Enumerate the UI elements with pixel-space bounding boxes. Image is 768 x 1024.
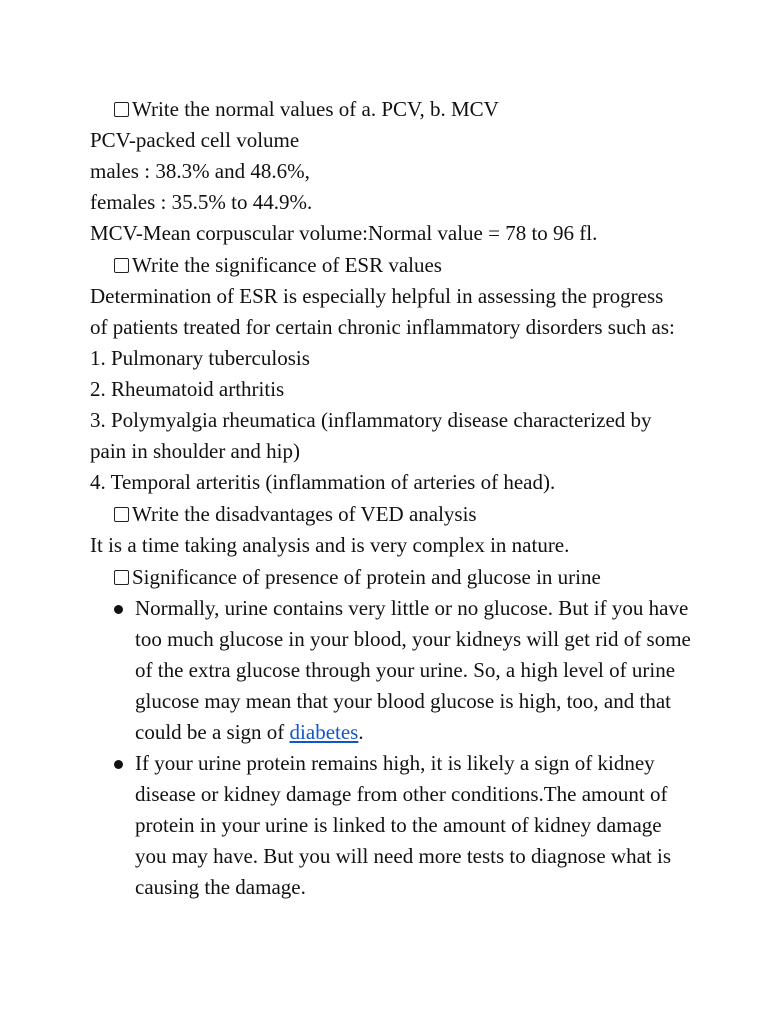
bullet-list bbox=[90, 593, 690, 903]
bullet-item-protein bbox=[90, 748, 695, 903]
bullet-text-end: . bbox=[358, 720, 364, 744]
bullet-text: If your urine protein remains high, it is likely a sign of kidney disease or kidney damage from other conditions.The amount of protein in your urine is linked to the amount of kidney damage you may have. But you will need more tests to diagnose what is causing the damage. bbox=[135, 751, 671, 899]
checkbox-icon bbox=[114, 102, 129, 117]
heading-text: Write the significance of ESR values bbox=[132, 253, 442, 277]
bullet-icon bbox=[114, 605, 123, 614]
answer-paragraph: It is a time taking analysis and is very complex in nature. bbox=[90, 533, 570, 557]
answer-line: females : 35.5% to 44.9%. bbox=[90, 190, 313, 214]
list-item: 3. Polymyalgia rheumatica (inflammatory disease characterized by pain in shoulder and hip) bbox=[90, 408, 652, 463]
question-heading-esr bbox=[90, 249, 690, 281]
list-item: 4. Temporal arteritis (inflammation of arteries of head). bbox=[90, 470, 556, 494]
answer-line: MCV-Mean corpuscular volume:Normal value = 78 to 96 fl. bbox=[90, 221, 598, 245]
list-item: 2. Rheumatoid arthritis bbox=[90, 377, 285, 401]
bullet-item-glucose bbox=[90, 593, 695, 748]
question-heading-pcv-mcv bbox=[90, 93, 690, 125]
bullet-text: Normally, urine contains very little or no glucose. But if you have too much glucose in your blood, your kidneys will get rid of some of the extra glucose through your urine. So, a high level of urine glucose may mean that your blood glucose is high, too, and that could be a sign of bbox=[135, 596, 691, 744]
answer-line: PCV-packed cell volume bbox=[90, 128, 300, 152]
document-page bbox=[90, 93, 690, 903]
bullet-icon bbox=[114, 760, 123, 769]
answer-line: males : 38.3% and 48.6%, bbox=[90, 159, 310, 183]
checkbox-icon bbox=[114, 258, 129, 273]
checkbox-icon bbox=[114, 570, 129, 585]
diabetes-link[interactable]: diabetes bbox=[289, 720, 359, 744]
heading-text: Write the disadvantages of VED analysis bbox=[132, 502, 477, 526]
list-item: 1. Pulmonary tuberculosis bbox=[90, 346, 310, 370]
answer-paragraph: Determination of ESR is especially helpful in assessing the progress of patients treated for certain chronic inflammatory disorders such as: bbox=[90, 284, 675, 339]
checkbox-icon bbox=[114, 507, 129, 522]
heading-text: Significance of presence of protein and glucose in urine bbox=[132, 565, 601, 589]
question-heading-ved bbox=[90, 498, 690, 530]
heading-text: Write the normal values of a. PCV, b. MCV bbox=[132, 97, 499, 121]
question-heading-urine bbox=[90, 561, 690, 593]
